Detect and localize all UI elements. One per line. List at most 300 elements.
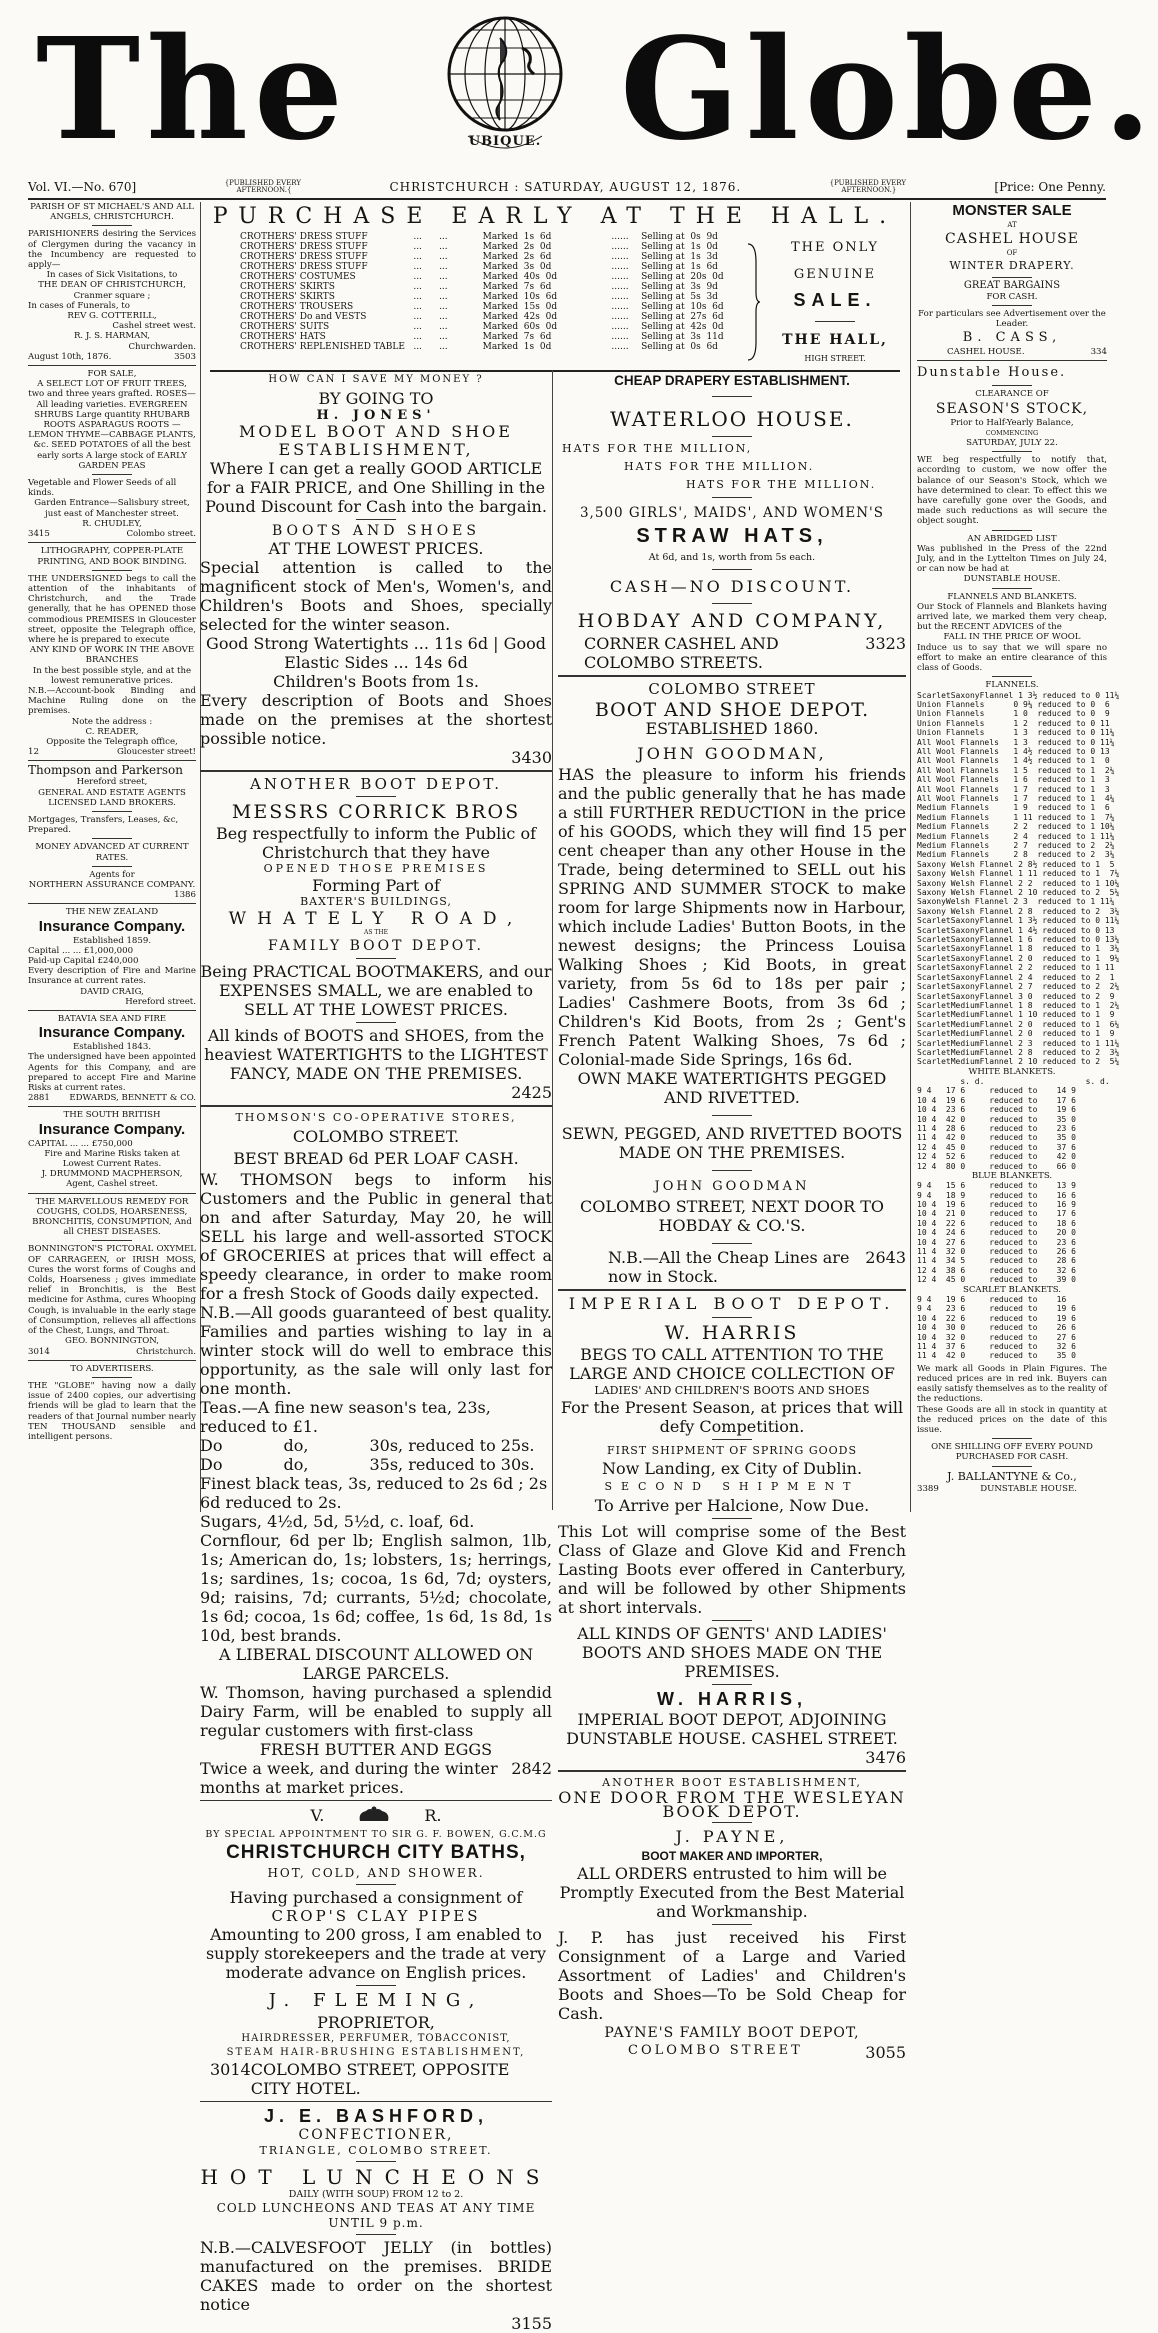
purchase-marked: Marked 3s 0d	[482, 262, 552, 272]
great-bargains: GREAT BARGAINS	[963, 280, 1061, 292]
nz-address: Hereford street.	[125, 996, 196, 1007]
thomson-body: W. THOMSON begs to inform his Customers and the Public in general that on and after Saturday, May 20, he will SELL his large and well-assorted STOCK of GROCERIES at prices that will effect a speedy clearance, in order to make room for a fresh Stock of Goods daily expected.	[200, 1170, 552, 1303]
goodman-body: HAS the pleasure to inform his friends and the public generally that he has made a still FURTHER REDUCTION in the price of his GOODS, which they will find 15 per cent cheaper than any other House in the Trade, being determined to SELL out his SPRING AND SUMMER STOCK to make room for large Shipments now in Harbour, which include Ladies' Button Boots, in the newest designs; the Princess Louisa Walking Shoes ; Kid Boots, in great variety, from 5s 6d to 18s per pair ; Ladies' Cashmere Boots, from 3s 6d ; Children's Kid Boots, from 2s ; Gent's French Patent Walking Shoes, 7s 6d ; Colonial-made Side Springs, 16s 6d.	[558, 765, 906, 1069]
flannel-price-row: ScarletSaxonyFlannel 1 3½ reduced to 0 11¼	[917, 690, 1120, 700]
thomson-fine: Finest black teas, 3s, reduced to 2s 6d ; 2s 6d reduced to 2s.	[200, 1474, 548, 1512]
at-six-pence: At 6d, and 1s, worth from 5s each.	[648, 552, 816, 563]
batavia-body: The undersigned have been appointed Agents for this Company, and are prepared to accept Fire and Marine Risks at current rates.	[28, 1052, 196, 1094]
purchase-row	[240, 242, 760, 252]
scarlet-blanket-row: 10 4 22 6 reduced to 19 6	[917, 1313, 1076, 1323]
flannel-price-row: ScarletSaxonyFlannel 2 4 reduced to 2 1	[917, 972, 1115, 982]
purchase-row	[240, 322, 760, 332]
price: [Price: One Penny.	[994, 180, 1106, 194]
these-goods: These Goods are all in stock in quantity at the reduced prices on the date of this issue.	[917, 1404, 1107, 1435]
ballantyne-number: 3389	[917, 1483, 939, 1494]
jones-number: 3430	[511, 748, 552, 767]
purchase-dots: ... ...	[413, 252, 448, 262]
flannel-price-row: ScarletMediumFlannel 1 10 reduced to 1 9	[917, 1010, 1115, 1020]
blue-blankets-list	[917, 1181, 1107, 1284]
blue-blankets-label: BLUE BLANKETS.	[971, 1171, 1053, 1182]
parish-date: August 10th, 1876.	[28, 351, 112, 362]
purchase-selling: Selling at 1s 6d	[641, 262, 718, 272]
sale-number: 3415	[28, 529, 50, 540]
purchase-row	[240, 252, 760, 262]
harris-present: For the Present Season, at prices that will defy Competition.	[560, 1398, 904, 1436]
for-cash: FOR CASH.	[986, 291, 1038, 302]
purchase-dots: ... ...	[413, 342, 448, 352]
corrick-whately: WHATELY ROAD,	[228, 909, 524, 929]
purchase-selling: Selling at 10s 6d	[641, 302, 724, 312]
corrick-family: FAMILY BOOT DEPOT.	[268, 938, 484, 954]
corrick-all: All kinds of BOOTS and SHOES, from the heaviest WATERTIGHTS to the LIGHTEST FANCY, MADE ON THE PREMISES.	[204, 1026, 548, 1083]
purchase-row	[240, 342, 760, 352]
purchase-row	[240, 272, 760, 282]
straw-hats: STRAW HATS,	[636, 525, 828, 547]
thomson-misc: Cornflour, 6d per lb; English salmon, 1lb, 1s; American do, 1s; lobsters, 1s; herrings, 1s; sardines, 1s; cocoa, 1s 6d, 7d; oysters, 9d; raisins, 7d; currants, 5½d; chocolate, 1s 6d; cocoa, 1s 6d; coffee, 1s 6d, 1s 8d, 1s 10d, best brands.	[200, 1531, 552, 1645]
fleming-address: COLOMBO STREET, OPPOSITE CITY HOTEL.	[250, 2060, 510, 2098]
thomson-tea: Teas.—A fine new season's tea, 23s, reduced to £1.	[200, 1398, 491, 1436]
purchase-marked: Marked 15s 0d	[482, 302, 558, 312]
litho-number: 12	[28, 747, 39, 758]
hall-name: THE HALL,	[782, 332, 888, 348]
dunstable-2: DUNSTABLE HOUSE.	[963, 574, 1061, 585]
tp-line-1: GENERAL AND ESTATE AGENTS	[38, 787, 186, 798]
purchase-dots: ... ...	[413, 282, 448, 292]
thomson-dairy: W. Thomson, having purchased a splendid Dairy Farm, will be enabled to supply all regular customers with first-class	[200, 1683, 552, 1740]
baths-title: CHRISTCHURCH CITY BATHS,	[226, 1842, 526, 1863]
purchase-marked: Marked 2s 0d	[482, 242, 552, 252]
batavia-established: Established 1843.	[72, 1042, 152, 1053]
purchase-item: CROTHERS' DRESS STUFF	[240, 252, 368, 262]
scarlet-blanket-row: 10 4 32 0 reduced to 27 6	[917, 1332, 1076, 1342]
cashel-house: CASHEL HOUSE	[945, 231, 1079, 248]
parish-addr-3: Churchwarden.	[128, 341, 196, 352]
we-mark: We mark all Goods in Plain Figures. The reduced prices are in red ink. Buyers can easily satisfy themselves as to the reality of the reductions.	[917, 1363, 1107, 1405]
purchase-marked: Marked 1s 6d	[482, 232, 552, 242]
tp-title: Thompson and Parkerson	[28, 763, 183, 778]
harris-name-2: W. HARRIS,	[656, 1689, 807, 1709]
sb-name: Insurance Company.	[38, 1120, 186, 1138]
white-blanket-row: 9 4 17 6 reduced to 14 9	[917, 1086, 1076, 1096]
purchase-dots: ... ...	[413, 262, 448, 272]
purchase-item: CROTHERS' HATS	[240, 332, 326, 342]
hall-sale: SALE.	[793, 290, 877, 310]
hall-street: HIGH STREET.	[804, 354, 866, 363]
purchase-headline: PURCHASE EARLY AT THE HALL.	[212, 204, 898, 229]
payne-door: ONE DOOR FROM THE WESLEYAN BOOK DEPOT.	[558, 1788, 906, 1821]
jones-children: Children's Boots from 1s.	[273, 672, 479, 691]
purchase-selling: Selling at 1s 0d	[641, 242, 718, 252]
waterloo-title: WATERLOO HOUSE.	[610, 407, 854, 431]
litho-opposite: Opposite the Telegraph office,	[46, 736, 178, 747]
flannel-price-row: All Wool Flannels 1 4½ reduced to 0 13	[917, 746, 1110, 756]
sb-address: Agent, Cashel street.	[66, 1179, 158, 1190]
thomson-liberal: A LIBERAL DISCOUNT ALLOWED ON LARGE PARCELS.	[218, 1645, 534, 1683]
purchase-row	[240, 302, 760, 312]
flannels-body: Our Stock of Flannels and Blankets having arrived late, we marked them very cheap, but the RECENT ADVICES of the	[917, 601, 1107, 633]
sb-title: THE SOUTH BRITISH	[63, 1110, 161, 1121]
harris-number: 3476	[865, 1748, 906, 1767]
ballantyne-address: DUNSTABLE HOUSE.	[980, 1483, 1077, 1494]
blue-blanket-row: 12 4 45 0 reduced to 39 0	[917, 1275, 1076, 1285]
monster-at: AT	[1007, 221, 1017, 229]
we-beg: WE beg respectfully to notify that, according to custom, we now offer the balance of our Season's Stock, which we have determined to clear. To effect this we have carefully gone over the Goods, and made such reductions as will secure the object sought.	[917, 455, 1107, 527]
goodman-name: JOHN GOODMAN,	[637, 744, 827, 763]
purchase-item: CROTHERS' COSTUMES	[240, 272, 356, 282]
publication-note-right: {PUBLISHED EVERY AFTERNOON.}	[829, 179, 906, 194]
litho-kind: ANY KIND OF WORK IN THE ABOVE BRANCHES	[29, 645, 195, 666]
purchase-item: CROTHERS' REPLENISHED TABLE	[240, 342, 405, 352]
litho-nb: N.B.—Account-book Binding and Machine Ruling done on the premises.	[28, 685, 196, 717]
jones-every: Every description of Boots and Shoes made on the premises at the shortest possible notice.	[200, 691, 552, 748]
jones-special: Special attention is called to the magnificent stock of Men's, Women's, and Children's Boots and Shoes, specially selected for the winter season.	[200, 558, 552, 634]
harris-name: W. HARRIS	[664, 1322, 800, 1344]
goodman-name-2: JOHN GOODMAN	[654, 1179, 810, 1194]
monster-sale: MONSTER SALE	[952, 202, 1072, 219]
payne-another: ANOTHER BOOT ESTABLISHMENT,	[602, 1776, 862, 1789]
parish-name-1: THE DEAN OF CHRISTCHURCH,	[38, 280, 186, 291]
sale-title: FOR SALE,	[87, 369, 137, 380]
parish-title: PARISH OF ST MICHAEL'S AND ALL ANGELS, CHRISTCHURCH.	[30, 202, 194, 223]
sale-garden: Garden Entrance—Salisbury street, just east of Manchester street.	[34, 498, 190, 519]
white-blankets-label: WHITE BLANKETS.	[968, 1066, 1056, 1077]
flannels-heading: FLANNELS AND BLANKETS.	[947, 591, 1077, 602]
blue-blanket-row: 12 4 38 6 reduced to 32 6	[917, 1265, 1076, 1275]
purchase-row	[240, 292, 760, 302]
purchase-dots: ... ...	[413, 292, 448, 302]
jones-by: BY GOING TO	[318, 389, 434, 408]
hall-only: THE ONLY	[790, 240, 880, 255]
advertisers-body: THE "GLOBE" having now a daily issue of 2400 copies, our advertising friends will be glad to learn that the readers of that Journal number nearly TEN THOUSAND sensible and intelligent persons.	[28, 1380, 196, 1442]
flannel-price-row: Medium Flannels 2 8 reduced to 2 3¼	[917, 850, 1115, 860]
scarlet-blankets-label: SCARLET BLANKETS.	[962, 1284, 1062, 1295]
advertisers-title: TO ADVERTISERS.	[70, 1363, 154, 1374]
tp-number: 1386	[174, 890, 196, 901]
purchase-marked: Marked 40s 0d	[482, 272, 558, 282]
bashford-nb: N.B.—CALVESFOOT JELLY (in bottles) manufactured on the premises. BRIDE CAKES made to order on the shortest notice	[200, 2238, 552, 2314]
masthead-motto: UBIQUE.	[468, 134, 542, 149]
purchase-dots: ... ...	[413, 312, 448, 322]
hall-genuine: GENUINE	[793, 267, 877, 282]
purchase-selling: Selling at 3s 11d	[641, 332, 724, 342]
corrick-name: MESSRS CORRICK BROS	[231, 801, 521, 823]
flannel-price-row: ScarletSaxonyFlannel 2 0 reduced to 1 9¼	[917, 953, 1120, 963]
crest-r: R.	[424, 1805, 442, 1825]
flannel-price-row: All Wool Flannels 1 4½ reduced to 1 0	[917, 756, 1110, 766]
flannel-price-row: ScarletSaxonyFlannel 2 2 reduced to 1 11	[917, 963, 1115, 973]
hobday-address: CORNER CASHEL AND COLOMBO STREETS.	[584, 634, 779, 672]
scarlet-blanket-row: 11 4 37 6 reduced to 32 6	[917, 1341, 1076, 1351]
brace-icon	[746, 242, 760, 362]
litho-name: C. READER,	[85, 726, 139, 737]
white-blanket-row: 10 4 23 6 reduced to 19 6	[917, 1105, 1076, 1115]
girls-line: 3,500 GIRLS', MAIDS', AND WOMEN'S	[579, 505, 885, 521]
payne-all: ALL ORDERS entrusted to him will be Promptly Executed from the Best Material and Workmanship.	[559, 1864, 905, 1921]
sale-address: Colombo street.	[126, 529, 196, 540]
flannel-price-row: All Wool Flannels 1 6 reduced to 1 3	[917, 775, 1110, 785]
litho-style: In the best possible style, and at the lowest remunerative prices.	[32, 665, 192, 686]
purchase-item: CROTHERS' DRESS STUFF	[240, 242, 368, 252]
purchase-selling: Selling at 42s 0d	[641, 322, 724, 332]
thomson-sugars: Sugars, 4½d, 5d, 5½d, c. loaf, 6d.	[200, 1512, 475, 1531]
tp-agents: Agents for	[89, 869, 135, 880]
flannel-price-row: All Wool Flannels 1 7 reduced to 1 3	[917, 784, 1110, 794]
bashford-cold: COLD LUNCHEONS AND TEAS AT ANY TIME UNTIL 9 p.m.	[216, 2201, 536, 2230]
purchase-dots: ......	[611, 332, 629, 342]
blue-blanket-row: 10 4 24 6 reduced to 20 0	[917, 1228, 1076, 1238]
purchase-dots: ......	[611, 272, 629, 282]
harris-ladies: LADIES' AND CHILDREN'S BOOTS AND SHOES	[594, 1384, 870, 1397]
payne-trade: BOOT MAKER AND IMPORTER,	[641, 1849, 823, 1863]
flannel-price-row: All Wool Flannels 1 5 reduced to 1 2¼	[917, 765, 1115, 775]
fleming-number: 3014	[210, 2060, 251, 2079]
sb-agent: J. DRUMMOND MACPHERSON,	[41, 1169, 183, 1180]
saturday-july: SATURDAY, JULY 22.	[966, 438, 1058, 449]
imperial-title: IMPERIAL BOOT DEPOT.	[568, 1294, 896, 1313]
fleming-trade: HAIRDRESSER, PERFUMER, TOBACCONIST,	[241, 2033, 511, 2044]
royal-arms-icon	[354, 1805, 394, 1825]
payne-street: COLOMBO STREET	[628, 2043, 803, 2058]
flannel-price-row: Saxony Welsh Flannel 2 8 reduced to 2 3¼	[917, 906, 1120, 916]
bashford-number: 3155	[511, 2314, 552, 2333]
dunstable-house: Dunstable House.	[917, 365, 1067, 381]
colombo-depot: BOOT AND SHOE DEPOT.	[594, 699, 870, 721]
purchase-dots: ......	[611, 282, 629, 292]
masthead	[0, 0, 1158, 178]
sale-name: R. CHUDLEY,	[82, 518, 142, 529]
flannel-price-row: ScarletSaxonyFlannel 2 7 reduced to 2 2¼	[917, 982, 1120, 992]
thomson-fresh: FRESH BUTTER AND EGGS	[259, 1740, 493, 1759]
flannel-price-row: ScarletMediumFlannel 1 8 reduced to 1 2¼	[917, 1000, 1120, 1010]
hobday-name: HOBDAY AND COMPANY,	[577, 610, 887, 632]
middle-section	[200, 202, 906, 2333]
flannel-price-row: Medium Flannels 2 2 reduced to 1 10¼	[917, 822, 1115, 832]
remedy-title: THE MARVELLOUS REMEDY FOR COUGHS, COLDS, HOARSENESS, BRONCHITIS, CONSUMPTION, And all CHEST DISEASES.	[32, 1196, 192, 1238]
flannel-price-row: ScarletMediumFlannel 2 0 reduced to 1 9	[917, 1029, 1115, 1039]
purchase-dots: ......	[611, 342, 629, 352]
parish-line-1: In cases of Sick Visitations, to	[46, 270, 178, 281]
corrick-as: AS THE	[364, 929, 388, 936]
flannel-price-row: Saxony Welsh Flannel 2 10 reduced to 2 5¼	[917, 888, 1120, 898]
goodman-sewn: SEWN, PEGGED, AND RIVETTED BOOTS MADE ON THE PREMISES.	[561, 1124, 903, 1162]
place-and-date: CHRISTCHURCH : SATURDAY, AUGUST 12, 1876.	[389, 180, 742, 194]
flannel-price-row: Medium Flannels 2 7 reduced to 2 2¼	[917, 841, 1115, 850]
cass-name: B. CASS,	[962, 330, 1062, 346]
purchase-selling: Selling at 0s 9d	[641, 232, 718, 242]
purchase-item: CROTHERS' SKIRTS	[240, 292, 335, 302]
white-blanket-row: 11 4 28 6 reduced to 23 6	[917, 1123, 1076, 1133]
induce: Induce us to say that we will spare no effort to make an entire clearance of this class of Goods.	[917, 642, 1107, 674]
bashford-address: TRIANGLE, COLOMBO STREET.	[259, 2144, 493, 2157]
goodman-address: COLOMBO STREET, NEXT DOOR TO HOBDAY & CO.'S.	[579, 1197, 885, 1235]
purchase-selling: Selling at 20s 0d	[641, 272, 724, 282]
dateline	[28, 178, 1106, 200]
purchase-row	[240, 262, 760, 272]
fleming-name: J. FLEMING,	[268, 1990, 484, 2011]
corrick-forming: Forming Part of	[312, 876, 440, 895]
corrick-baxter: BAXTER'S BUILDINGS,	[300, 895, 452, 908]
purchase-marked: Marked 60s 0d	[482, 322, 558, 332]
purchase-row	[240, 312, 760, 322]
flannel-price-row: ScarletMediumFlannel 2 10 reduced to 2 5¼	[917, 1057, 1120, 1067]
goodman-nb: N.B.—All the Cheap Lines are now in Stock.	[608, 1248, 850, 1286]
column-3	[558, 370, 906, 2062]
flannel-price-row: ScarletSaxonyFlannel 1 8 reduced to 1 3¼	[917, 944, 1120, 954]
bashford-name: J. E. BASHFORD,	[263, 2106, 489, 2126]
winter-drapery: WINTER DRAPERY.	[949, 259, 1075, 273]
clearance-of: CLEARANCE OF	[975, 389, 1049, 400]
purchase-dots: ... ...	[413, 302, 448, 312]
sb-capital: CAPITAL ... ... £750,000	[28, 1138, 133, 1149]
column-1	[28, 202, 201, 1512]
corrick-another: ANOTHER BOOT DEPOT.	[250, 775, 502, 793]
corrick-beg: Beg respectfully to inform the Public of Christchurch that they have	[215, 824, 537, 862]
scarlet-blankets-list	[917, 1295, 1107, 1361]
column-4	[910, 202, 1120, 1512]
fall-in-wool: FALL IN THE PRICE OF WOOL	[943, 632, 1081, 643]
purchase-marked: Marked 42s 0d	[482, 312, 558, 322]
masthead-title-left: The	[36, 8, 350, 172]
bowen-appointment: BY SPECIAL APPOINTMENT TO SIR G. F. BOWEN, G.C.M.G	[205, 1829, 547, 1840]
flannel-price-row: Saxony Welsh Flannel 2 2 reduced to 1 10¼	[917, 878, 1120, 888]
flannel-price-row: All Wool Flannels 1 3 reduced to 0 11¼	[917, 737, 1115, 747]
jones-model: MODEL BOOT AND SHOE ESTABLISHMENT,	[239, 422, 513, 459]
purchase-dots: ......	[611, 302, 629, 312]
parish-name-2: REV G. COTTERILL,	[67, 311, 157, 322]
scarlet-blanket-row: 9 4 19 6 reduced to 16	[917, 1294, 1067, 1304]
flannel-price-row: Union Flannels 0 9¼ reduced to 0 6	[917, 699, 1110, 709]
purchase-dots: ......	[611, 312, 629, 322]
baths-crop: CROP'S CLAY PIPES	[271, 1907, 481, 1925]
batavia-title: BATAVIA SEA AND FIRE	[57, 1014, 167, 1025]
blue-blanket-row: 10 4 21 0 reduced to 17 6	[917, 1209, 1076, 1219]
bashford-trade: CONFECTIONER,	[298, 2127, 454, 2143]
jones-boots: BOOTS AND SHOES	[271, 523, 480, 539]
flannel-price-row: Union Flannels 1 3 reduced to 0 11¼	[917, 728, 1115, 738]
published-note: Was published in the Press of the 22nd July, and in the Lyttelton Times on July 24, or can now be had at	[917, 543, 1107, 575]
purchase-dots: ... ...	[413, 332, 448, 342]
harris-address: IMPERIAL BOOT DEPOT, ADJOINING DUNSTABLE HOUSE. CASHEL STREET.	[566, 1710, 898, 1748]
thomson-do-1: Do do, 30s, reduced to 25s.	[200, 1436, 535, 1455]
flannel-price-row: Union Flannels 1 2 reduced to 0 11	[917, 718, 1110, 728]
remedy-body: BONNINGTON'S PICTORAL OXYMEL OF CARRAGEEN, or IRISH MOSS, Cures the worst forms of Coughs and Colds, Hoarseness ; gives immediate relief in Bronchitis, is the Best medicine for Asthma, cures Whooping Cough, is invaluable in the early stage of Consumption, relieves all affections of the Chest, Lungs, and Throat.	[28, 1244, 196, 1337]
ballantyne: J. BALLANTYNE & Co.,	[947, 1469, 1077, 1483]
flannel-price-row: ScarletMediumFlannel 2 0 reduced to 1 6¼	[917, 1019, 1120, 1029]
harris-second: SECOND SHIPMENT	[604, 1480, 860, 1493]
bashford-hot: HOT LUNCHEONS	[200, 2165, 552, 2189]
parish-line-2: In cases of Funerals, to	[28, 300, 130, 311]
volume-number: Vol. VI.—No. 670]	[28, 180, 137, 194]
tp-address: Hereford street,	[76, 777, 148, 788]
cheap-title: CHEAP DRAPERY ESTABLISHMENT.	[614, 373, 850, 388]
batavia-name: Insurance Company.	[38, 1024, 186, 1042]
remedy-address: Christchurch.	[136, 1346, 196, 1357]
parish-addr-1: Cranmer square ;	[73, 290, 151, 301]
purchase-row	[240, 232, 760, 242]
nz-body: Every description of Fire and Marine Insurance at current rates.	[28, 966, 196, 987]
remedy-number: 3014	[28, 1346, 50, 1357]
royal-crest	[200, 1805, 552, 1825]
purchase-row	[240, 332, 760, 342]
purchase-dots: ... ...	[413, 242, 448, 252]
colombo-established: ESTABLISHED 1860.	[645, 719, 819, 738]
flannel-price-row: ScarletMediumFlannel 2 3 reduced to 1 11¼	[917, 1038, 1120, 1048]
monster-of: OF	[1006, 249, 1018, 258]
white-blankets-units: s. d. s. d.	[917, 1076, 1110, 1086]
thomson-nb: N.B.—All goods guaranteed of best quality. Families and parties wishing to lay in a winter stock will do well to embrace this opportunity, as the sale will only last for one month.	[200, 1303, 552, 1398]
particulars: For particulars see Advertisement over the Leader.	[918, 308, 1106, 330]
cash-no-discount: CASH—NO DISCOUNT.	[609, 577, 855, 596]
purchase-dots: ......	[611, 252, 629, 262]
purchase-marked: Marked 7s 6d	[482, 332, 552, 342]
cass-number: 334	[1090, 347, 1107, 358]
purchase-early-ad	[210, 202, 900, 372]
flannel-price-row: Medium Flannels 2 4 reduced to 1 11¼	[917, 831, 1115, 841]
one-shilling: ONE SHILLING OFF EVERY POUND PURCHASED FOR CASH.	[931, 1442, 1093, 1463]
purchase-dots: ......	[611, 232, 629, 242]
thomson-number: 2842	[511, 1759, 552, 1778]
purchase-item: CROTHERS' Do and VESTS	[240, 312, 367, 322]
payne-family: PAYNE'S FAMILY BOOT DEPOT,	[604, 2025, 860, 2041]
payne-name: J. PAYNE,	[675, 1827, 789, 1846]
flannel-price-row: ScarletSaxonyFlannel 1 6 reduced to 0 13¼	[917, 935, 1120, 945]
hats-line-2: HATS FOR THE MILLION.	[624, 460, 815, 473]
flannel-price-row: Saxony Welsh Flannel 1 11 reduced to 1 7¼	[917, 869, 1120, 879]
purchase-dots: ... ...	[413, 272, 448, 282]
commencing: COMMENCING	[985, 428, 1039, 437]
purchase-dots: ... ...	[413, 232, 448, 242]
corrick-number: 2425	[511, 1083, 552, 1102]
purchase-selling: Selling at 0s 6d	[641, 342, 718, 352]
bashford-daily: DAILY (WITH SOUP) FROM 12 to 2.	[288, 2189, 464, 2200]
sale-body: A SELECT LOT OF FRUIT TREES, two and three years grafted. ROSES—All leading varieties. EVERGREEN SHRUBS Large quantity RHUBARB ROOTS ASPARAGUS ROOTS — LEMON THYME—CABBAGE PLANTS, &c. SEED POTATOES of all the best early sorts A large stock of EARLY GARDEN PEAS	[28, 379, 196, 471]
white-blanket-row: 10 4 42 0 reduced to 35 0	[917, 1114, 1076, 1124]
tp-line-3: Mortgages, Transfers, Leases, &c, Prepared.	[28, 814, 179, 836]
harris-begs: BEGS TO CALL ATTENTION TO THE LARGE AND CHOICE COLLECTION OF	[569, 1345, 895, 1383]
sale-vegetables: Vegetable and Flower Seeds of all kinds.	[28, 478, 177, 499]
goodman-own: OWN MAKE WATERTIGHTS PEGGED AND RIVETTED.	[577, 1069, 887, 1107]
jones-strong: Good Strong Watertights ... 11s 6d | Good Elastic Sides ... 14s 6d	[206, 634, 546, 672]
purchase-item: CROTHERS' DRESS STUFF	[240, 262, 368, 272]
white-blankets-list	[917, 1086, 1107, 1171]
blue-blanket-row: 9 4 15 6 reduced to 13 9	[917, 1181, 1076, 1191]
purchase-dots: ......	[611, 262, 629, 272]
flannel-price-row: ScarletMediumFlannel 2 8 reduced to 2 3¼	[917, 1047, 1120, 1057]
blue-blanket-row: 11 4 32 0 reduced to 26 6	[917, 1247, 1076, 1257]
white-blanket-row: 11 4 42 0 reduced to 35 0	[917, 1133, 1076, 1143]
hats-line-3: HATS FOR THE MILLION.	[686, 478, 877, 491]
flannels-list	[917, 690, 1120, 1067]
blue-blanket-row: 10 4 19 6 reduced to 16 9	[917, 1200, 1076, 1210]
corrick-being: Being PRACTICAL BOOTMAKERS, and our EXPENSES SMALL, we are enabled to SELL AT THE LOWEST PRICES.	[200, 962, 552, 1019]
nz-established: Established 1859.	[72, 935, 152, 946]
batavia-number: 2881	[28, 1093, 50, 1104]
flannel-price-row: SaxonyWelsh Flannel 2 3 reduced to 1 11¼	[917, 897, 1115, 907]
colombo-title: COLOMBO STREET	[648, 680, 816, 698]
payne-number: 3055	[865, 2043, 906, 2062]
white-blanket-row: 12 4 80 0 reduced to 66 0	[917, 1161, 1076, 1171]
thomson-street: COLOMBO STREET.	[292, 1127, 460, 1146]
purchase-marked: Marked 7s 6d	[482, 282, 552, 292]
tp-money: MONEY ADVANCED AT CURRENT RATES.	[35, 842, 189, 863]
parish-name-3: R. J. S. HARMAN,	[73, 331, 151, 342]
nz-agent: DAVID CRAIG,	[80, 986, 144, 997]
harris-first: FIRST SHIPMENT OF SPRING GOODS	[606, 1444, 858, 1457]
prior: Prior to Half-Yearly Balance,	[950, 417, 1074, 428]
purchase-marked: Marked 2s 6d	[482, 252, 552, 262]
flannel-price-row: Medium Flannels 1 11 reduced to 1 7¼	[917, 812, 1115, 822]
thomson-do-2: Do do, 35s, reduced to 30s.	[200, 1455, 535, 1474]
